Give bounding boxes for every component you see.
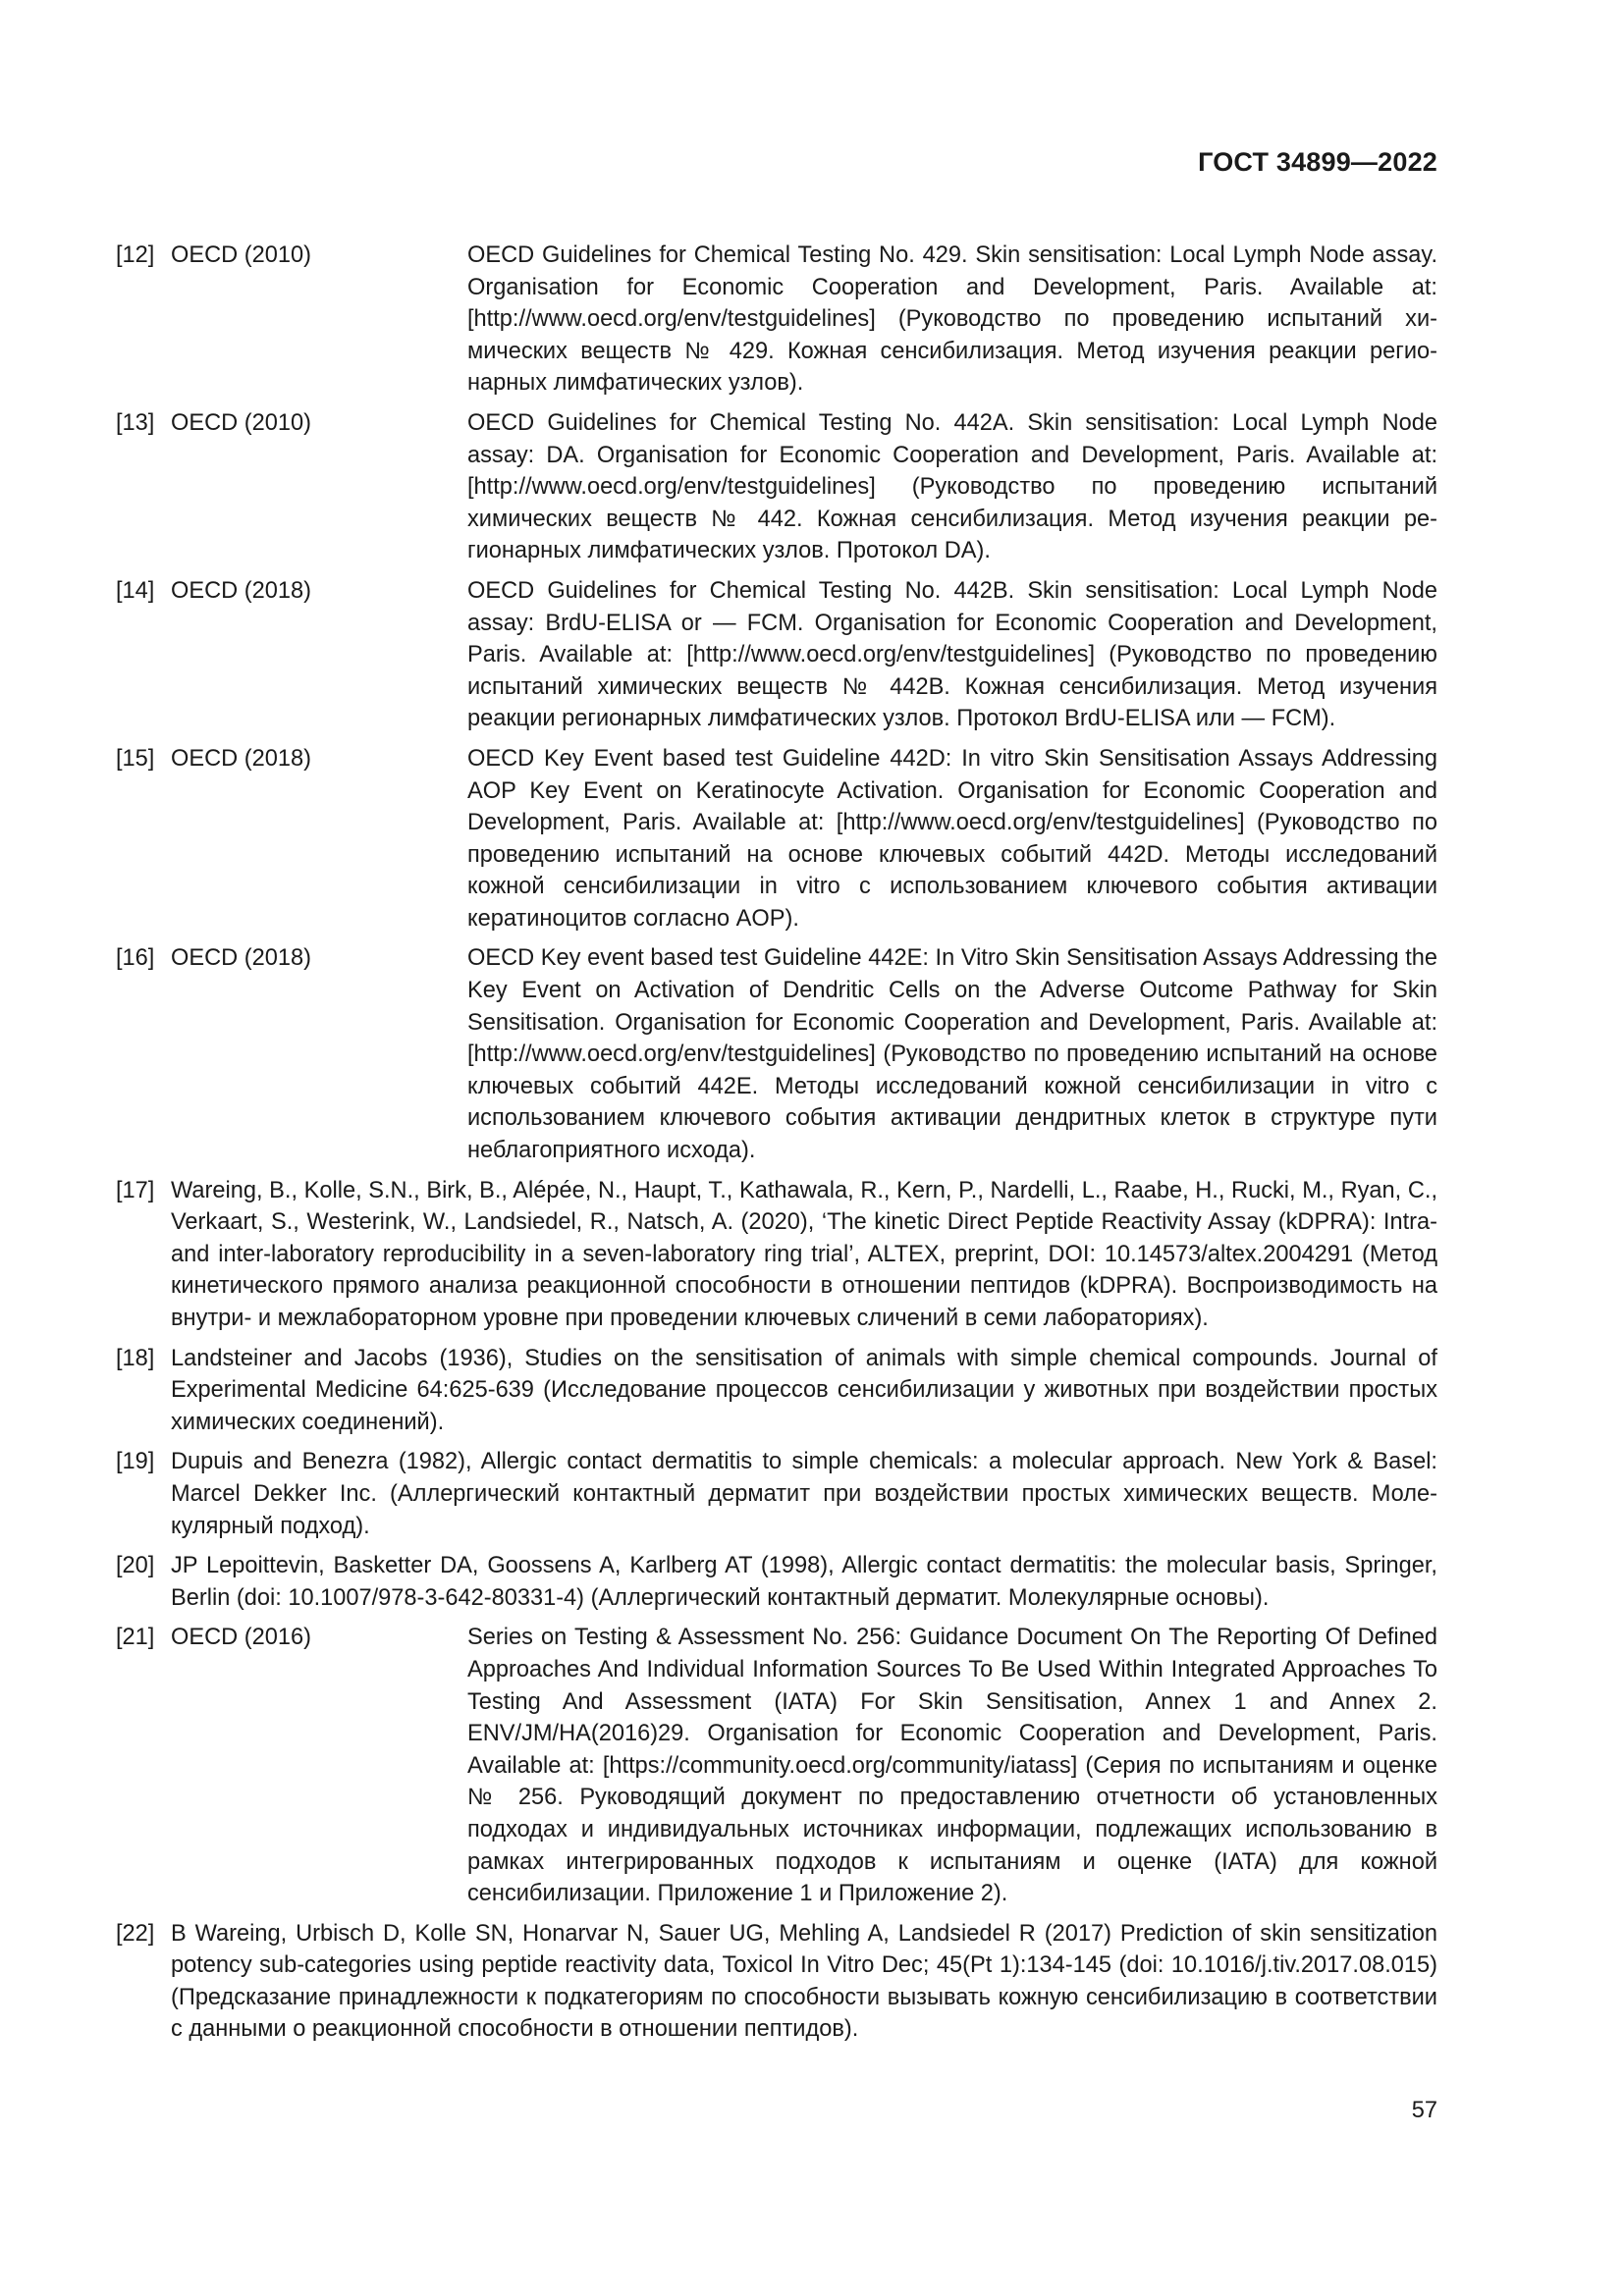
reference-item-14 <box>116 575 1437 735</box>
reference-item-21 <box>116 1622 1437 1909</box>
reference-text: OECD Key Event based test Guideline 442D: In vitro Skin Sensitisation Assays Addressing AOP Key Event on Keratinocyte Activation. Organisation for Economic Cooperation and Development, Paris. Available at: [http://www.oecd.org/env/testguidelines] (Руководство по проведению испытаний на основе ключевых событий 442D. Методы исследований кожной сенсибилизации in vitro с использованием ключевого события активации кератиноцитов согласно AOP). <box>467 745 1437 932</box>
reference-number: [18] <box>116 1345 155 1371</box>
reference-item-22 <box>116 1918 1437 2046</box>
reference-text: Series on Testing & Assessment No. 256: Guidance Document On The Reporting Of Defined Approaches And Individual Information Sources To Be Used Within Integrated Approaches To Testing And Assessment (IATA) For Skin Sensitisation, Annex 1 and Annex 2. ENV/JM/HA(2016)29. Organisation for Economic Cooperation and Development, Paris. Available at: [https://community.oecd.org/community/iatass] (Серия по испытаниям и оценке № 256. Руководящий документ по предоставлению отчетности об установленных подходах и индивидуальных источниках информации, подлежащих использованию в рамках интегрированных подходов к испытаниям и оценке (IATA) для кожной сенсибилизации. Приложение 1 и Приложение 2). <box>467 1625 1437 1907</box>
reference-item-18 <box>116 1343 1437 1439</box>
reference-text: OECD Guidelines for Chemical Testing No. 429. Skin sensitisation: Local Lymph Node assay. Organisation for Economic Cooperation and Development, Paris. Available at: [http://www.oecd.org/env/testguidelines] (Руководство по проведению испытаний химических веществ № 429. Кожная сенсибилизация. Метод изучения реакции регионарных лимфатических узлов). <box>467 242 1437 397</box>
reference-item-17 <box>116 1175 1437 1335</box>
reference-item-12 <box>116 240 1437 400</box>
reference-item-13 <box>116 407 1437 567</box>
reference-text: OECD Guidelines for Chemical Testing No. 442B. Skin sensitisation: Local Lymph Node assay: BrdU-ELISA or — FCM. Organisation for Economic Cooperation and Development, Paris. Available at: [http://www.oecd.org/env/testguidelines] (Руководство по проведению испытаний химических веществ № 442B. Кожная сенсибилизация. Метод изучения реакции регионарных лимфатических узлов. Протокол BrdU-ELISA или — FCM). <box>467 577 1437 732</box>
reference-text: OECD Guidelines for Chemical Testing No. 442A. Skin sensitisation: Local Lymph Node assay: DA. Organisation for Economic Cooperation and Development, Paris. Available at: [http://www.oecd.org/env/testguidelines] (Руководство по проведению испытаний химических веществ № 442. Кожная сенсибилизация. Метод изучения реакции регионарных лимфатических узлов. Протокол DA). <box>467 409 1437 564</box>
reference-item-16 <box>116 942 1437 1166</box>
reference-text: OECD Key event based test Guideline 442E: In Vitro Skin Sensitisation Assays Addressing the Key Event on Activation of Dendritic Cells on the Adverse Outcome Pathway for Skin Sensitisation. Organisation for Economic Cooperation and Development, Paris. Available at: [http://www.oecd.org/env/testguidelines] (Руководство по проведению испытаний на основе ключевых событий 442E. Методы исследований кожной сенсибилизации in vitro с использованием ключевого события активации дендритных клеток в структуре пути неблагоприятного исхода). <box>467 945 1437 1164</box>
reference-number: [13] <box>116 409 155 436</box>
reference-item-15 <box>116 743 1437 935</box>
reference-text: B Wareing, Urbisch D, Kolle SN, Honarvar N, Sauer UG, Mehling A, Landsiedel R (2017) Prediction of skin sensitization potency sub-categories using peptide reactivity data, Toxicol In Vitro Dec; 45(Pt 1):134-145 (doi: 10.1016/j.tiv.2017.08.015) (Предсказание принадлежности к подкатегориям по способности вызывать кожную сенсибилизацию в соответствии с данными о реакционной способности в отношении пептидов). <box>171 1920 1437 2043</box>
reference-number: [22] <box>116 1920 155 1947</box>
reference-text: Dupuis and Benezra (1982), Allergic contact dermatitis to simple chemicals: a molecular approach. New York & Basel: Marcel Dekker Inc. (Аллергический контактный дерматит при воздействии простых химических веществ. Молекулярный подход). <box>171 1449 1437 1539</box>
reference-source: OECD (2018) <box>171 577 311 604</box>
page-number: 57 <box>1411 2098 1437 2123</box>
reference-number: [17] <box>116 1177 155 1203</box>
reference-number: [12] <box>116 242 155 268</box>
reference-text: Wareing, B., Kolle, S.N., Birk, B., Alépée, N., Haupt, T., Kathawala, R., Kern, P., Nardelli, L., Raabe, H., Rucki, M., Ryan, C., Verkaart, S., Westerink, W., Landsiedel, R., Natsch, A. (2020), ‘The kinetic Direct Peptide Reactivity Assay (kDPRA): Intra- and inter-laboratory reproducibility in a seven-laboratory ring trial’, ALTEX, preprint, DOI: 10.14573/altex.2004291 (Метод кинетического прямого анализа реакционной способности в отношении пептидов (kDPRA). Воспроизводимость на внутри- и межлабораторном уровне при проведении ключевых сличений в семи лабораториях). <box>171 1177 1437 1331</box>
reference-text: JP Lepoittevin, Basketter DA, Goossens A, Karlberg AT (1998), Allergic contact dermatitis: the molecular basis, Springer, Berlin (doi: 10.1007/978-3-642-80331-4) (Аллергический контактный дерматит. Молекулярные основы). <box>171 1553 1437 1611</box>
bibliography-list <box>116 240 1437 2054</box>
reference-number: [14] <box>116 577 155 604</box>
reference-number: [20] <box>116 1553 155 1579</box>
reference-number: [21] <box>116 1625 155 1651</box>
reference-number: [15] <box>116 745 155 772</box>
reference-source: OECD (2018) <box>171 745 311 772</box>
reference-number: [19] <box>116 1449 155 1475</box>
reference-number: [16] <box>116 945 155 972</box>
reference-item-20 <box>116 1550 1437 1614</box>
reference-source: OECD (2010) <box>171 409 311 436</box>
reference-item-19 <box>116 1446 1437 1542</box>
reference-source: OECD (2010) <box>171 242 311 268</box>
reference-source: OECD (2016) <box>171 1625 311 1651</box>
document-code-header: ГОСТ 34899—2022 <box>1198 147 1437 177</box>
reference-text: Landsteiner and Jacobs (1936), Studies on the sensitisation of animals with simple chemical compounds. Journal of Experimental Medicine 64:625-639 (Исследование процессов сенсибилизации у животных при воздействии простых химических соединений). <box>171 1345 1437 1435</box>
reference-source: OECD (2018) <box>171 945 311 972</box>
